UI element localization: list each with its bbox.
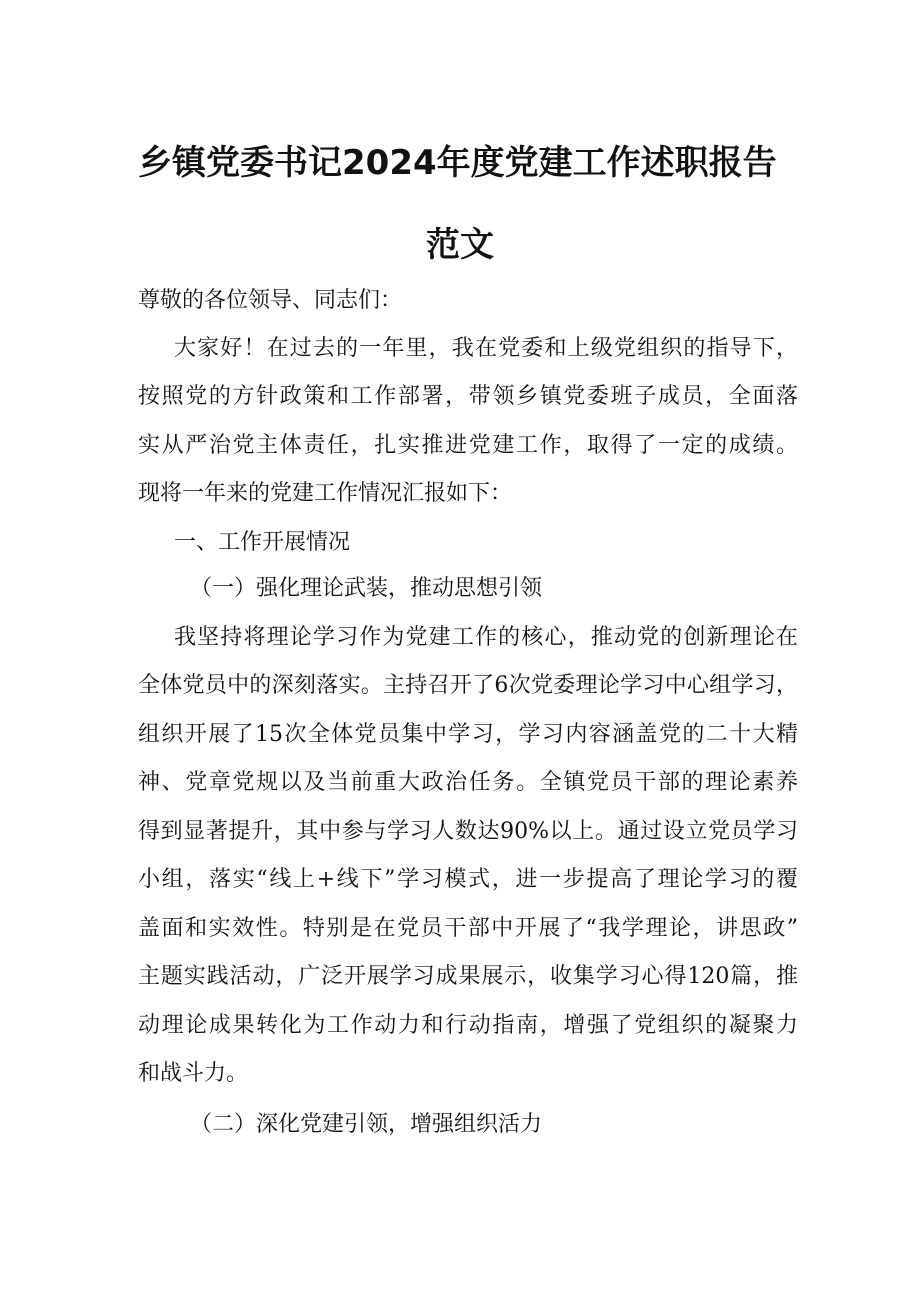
intro-line: 实从严治党主体责任，扎实推进党建工作，取得了一定的成绩。 — [138, 433, 798, 458]
paragraph-line: 得到显著提升，其中参与学习人数达90%以上。通过设立党员学习 — [138, 819, 798, 844]
intro-line: 大家好！在过去的一年里，我在党委和上级党组织的指导下， — [174, 336, 798, 361]
paragraph-line: 神、党章党规以及当前重大政治任务。全镇党员干部的理论素养 — [138, 770, 798, 795]
intro-line: 现将一年来的党建工作情况汇报如下： — [138, 481, 513, 506]
intro-line: 按照党的方针政策和工作部署，带领乡镇党委班子成员，全面落 — [138, 384, 798, 409]
paragraph-line: 主题实践活动，广泛开展学习成果展示，收集学习心得120篇，推 — [138, 964, 798, 989]
paragraph-line: 我坚持将理论学习作为党建工作的核心，推动党的创新理论在 — [174, 625, 798, 650]
subsection-heading: （一）强化理论武装，推动思想引领 — [190, 576, 543, 601]
document-title-line-1: 乡镇党委书记2024年度党建工作述职报告 — [138, 143, 777, 183]
salutation: 尊敬的各位领导、同志们： — [138, 288, 403, 313]
paragraph-line: 盖面和实效性。特别是在党员干部中开展了“我学理论，讲思政” — [138, 916, 798, 941]
paragraph-line: 和战斗力。 — [138, 1061, 249, 1086]
paragraph-line: 小组，落实“线上+线下”学习模式，进一步提高了理论学习的覆 — [138, 867, 798, 892]
paragraph-line: 全体党员中的深刻落实。主持召开了6次党委理论学习中心组学习， — [138, 673, 798, 698]
paragraph-line: 动理论成果转化为工作动力和行动指南，增强了党组织的凝聚力 — [138, 1013, 798, 1038]
section-heading: 一、工作开展情况 — [174, 530, 351, 555]
subsection-heading: （二）深化党建引领，增强组织活力 — [190, 1112, 543, 1137]
document-title-line-2: 范文 — [426, 225, 494, 265]
paragraph-line: 组织开展了15次全体党员集中学习，学习内容涵盖党的二十大精 — [138, 722, 798, 747]
